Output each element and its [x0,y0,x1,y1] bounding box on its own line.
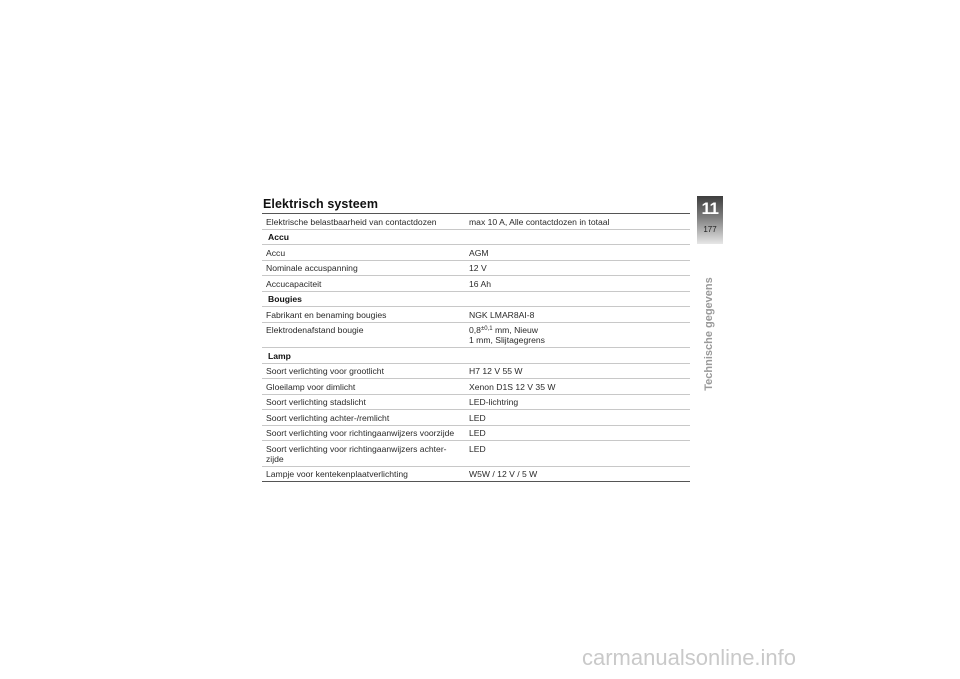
table-row [262,322,690,348]
spec-value: NGK LMAR8AI-8 [465,307,690,323]
spec-label: Accucapaciteit [262,276,465,292]
table-row [262,245,690,261]
watermark: carmanualsonline.info [582,645,797,670]
table-row [262,260,690,276]
spec-value: 16 Ah [465,276,690,292]
spec-label: Nominale accuspanning [262,260,465,276]
group-heading-row [262,348,690,364]
spec-value: LED [465,425,690,441]
group-heading-lamp: Lamp [262,348,690,364]
spec-value: AGM [465,245,690,261]
spec-value [465,322,690,348]
table-row [262,425,690,441]
spec-label: Accu [262,245,465,261]
spec-value: max 10 A, Alle contactdozen in totaal [465,214,690,230]
spec-label: Gloeilamp voor dimlicht [262,379,465,395]
table-row [262,307,690,323]
table-row [262,276,690,292]
spec-label: Elektrodenafstand bougie [262,322,465,348]
table-row [262,466,690,482]
spec-label: Soort verlichting stadslicht [262,394,465,410]
spec-label: Soort verlichting voor grootlicht [262,363,465,379]
spec-label: Soort verlichting voor richtingaanwijzers achter-zijde [262,441,465,467]
spec-label: Elektrische belastbaarheid van contactdozen [262,214,465,230]
group-heading-row [262,229,690,245]
spec-value: LED [465,410,690,426]
spec-value: 12 V [465,260,690,276]
chapter-tab [697,196,723,244]
gap-new: mm, Nieuw [492,325,538,335]
gap-wear: 1 mm, Slijtagegrens [469,335,545,345]
group-heading-row [262,291,690,307]
spec-label: Soort verlichting voor richtingaanwijzers voorzijde [262,425,465,441]
table-row [262,214,690,230]
spec-value: W5W / 12 V / 5 W [465,466,690,482]
table-row [262,363,690,379]
group-heading-accu: Accu [262,229,690,245]
spec-label: Fabrikant en benaming bougies [262,307,465,323]
table-row [262,394,690,410]
gap-base: 0,8 [469,325,481,335]
spec-value: Xenon D1S 12 V 35 W [465,379,690,395]
table-row [262,441,690,467]
gap-tolerance: ±0,1 [480,326,493,332]
spec-table [262,213,690,482]
spec-value: LED-lichtring [465,394,690,410]
spec-value: LED [465,441,690,467]
spec-label: Lampje voor kentekenplaatverlichting [262,466,465,482]
group-heading-bougies: Bougies [262,291,690,307]
chapter-name: Technische gegevens [703,277,715,391]
table-row [262,379,690,395]
page-number: 177 [703,225,717,234]
chapter-number: 11 [701,199,719,218]
table-row [262,410,690,426]
spec-label: Soort verlichting achter-/remlicht [262,410,465,426]
section-title: Elektrisch systeem [263,197,379,211]
spec-value: H7 12 V 55 W [465,363,690,379]
